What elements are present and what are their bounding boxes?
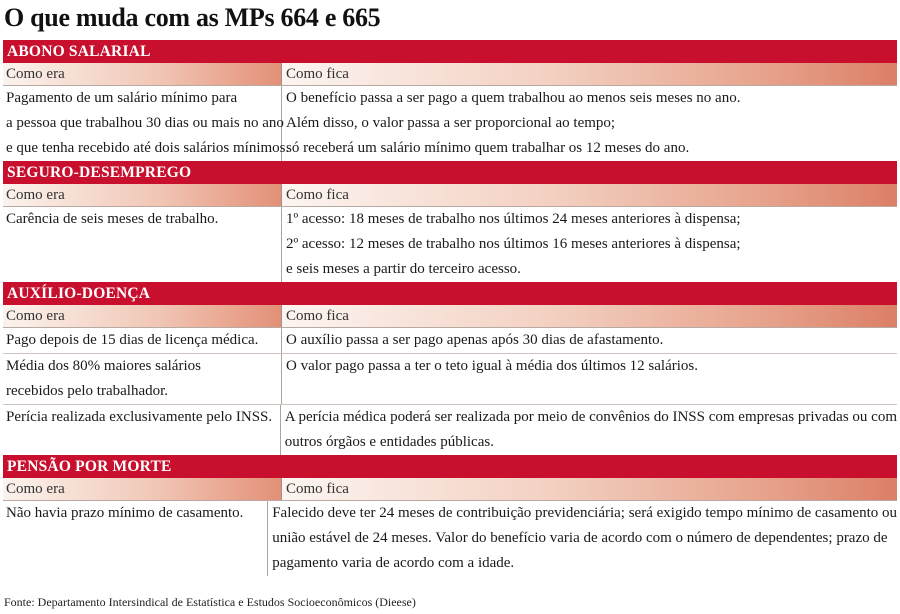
column-header-before: Como era [3,63,282,85]
cell-line: 2º acesso: 12 meses de trabalho nos últimos 16 meses anteriores à dispensa; [286,236,741,252]
cell-before [3,207,282,282]
cell-line: a pessoa que trabalhou 30 dias ou mais no ano [6,115,284,131]
cell-line: união estável de 24 meses. Valor do benefício varia de acordo com o número de dependentes; prazo de [272,530,888,546]
column-header-after: Como fica [282,184,897,206]
table-section [3,40,897,161]
cell-after [282,354,897,404]
cell-line: Carência de seis meses de trabalho. [6,211,219,227]
table-row [3,86,897,161]
cell-after [282,207,897,282]
cell-line: Pagamento de um salário mínimo para [6,90,238,106]
table-section [3,282,897,455]
cell-line: Não havia prazo mínimo de casamento. [6,505,244,521]
source-footnote: Fonte: Departamento Intersindical de Estatística e Estudos Socioeconômicos (Dieese) [4,595,416,609]
column-header-row [3,63,897,86]
column-header-after: Como fica [282,305,897,327]
cell-line: 1º acesso: 18 meses de trabalho nos últimos 24 meses anteriores à dispensa; [286,211,741,227]
cell-before [3,86,290,161]
cell-line: só receberá um salário mínimo quem trabalhar os 12 meses do ano. [286,140,690,156]
column-header-after: Como fica [282,63,897,85]
cell-line: e seis meses a partir do terceiro acesso. [286,261,521,277]
section-heading: ABONO SALARIAL [3,40,897,63]
table-row [3,405,897,455]
cell-before [3,354,282,404]
column-header-row [3,305,897,328]
cell-line: Perícia realizada exclusivamente pelo INSS. [6,409,273,425]
column-header-row [3,478,897,501]
column-header-before: Como era [3,478,282,500]
cell-line: O benefício passa a ser pago a quem trabalhou ao menos seis meses no ano. [286,90,741,106]
cell-after [281,405,897,455]
cell-line: outros órgãos e entidades públicas. [284,434,494,450]
cell-line: O valor pago passa a ter o teto igual à média dos últimos 12 salários. [286,358,698,374]
column-header-before: Como era [3,184,282,206]
cell-line: Falecido deve ter 24 meses de contribuição previdenciária; será exigido tempo mínimo de casamento ou [272,505,897,521]
cell-line: Média dos 80% maiores salários [6,358,201,374]
cell-line: Além disso, o valor passa a ser proporcional ao tempo; [286,115,616,131]
cell-line: O auxílio passa a ser pago apenas após 30 dias de afastamento. [286,332,664,348]
column-header-after: Como fica [282,478,897,500]
column-header-row [3,184,897,207]
cell-line: recebidos pelo trabalhador. [6,383,169,399]
comparison-table [3,40,897,576]
table-row [3,207,897,282]
column-header-before: Como era [3,305,282,327]
table-row [3,501,897,576]
cell-after [282,86,897,161]
section-heading: SEGURO-DESEMPREGO [3,161,897,184]
table-section [3,161,897,282]
cell-line: e que tenha recebido até dois salários mínimos. [6,140,290,156]
section-heading: AUXÍLIO-DOENÇA [3,282,897,305]
cell-line: Pago depois de 15 dias de licença médica. [6,332,259,348]
cell-after [282,328,897,353]
cell-before [3,328,282,353]
cell-after [268,501,897,576]
cell-before [3,405,281,455]
cell-line: pagamento varia de acordo com a idade. [272,555,515,571]
cell-before [3,501,268,576]
page-title: O que muda com as MPs 664 e 665 [4,3,381,32]
table-row [3,328,897,354]
table-row [3,354,897,405]
section-heading: PENSÃO POR MORTE [3,455,897,478]
cell-line: A perícia médica poderá ser realizada por meio de convênios do INSS com empresas privadas ou com [284,409,897,425]
table-section [3,455,897,576]
